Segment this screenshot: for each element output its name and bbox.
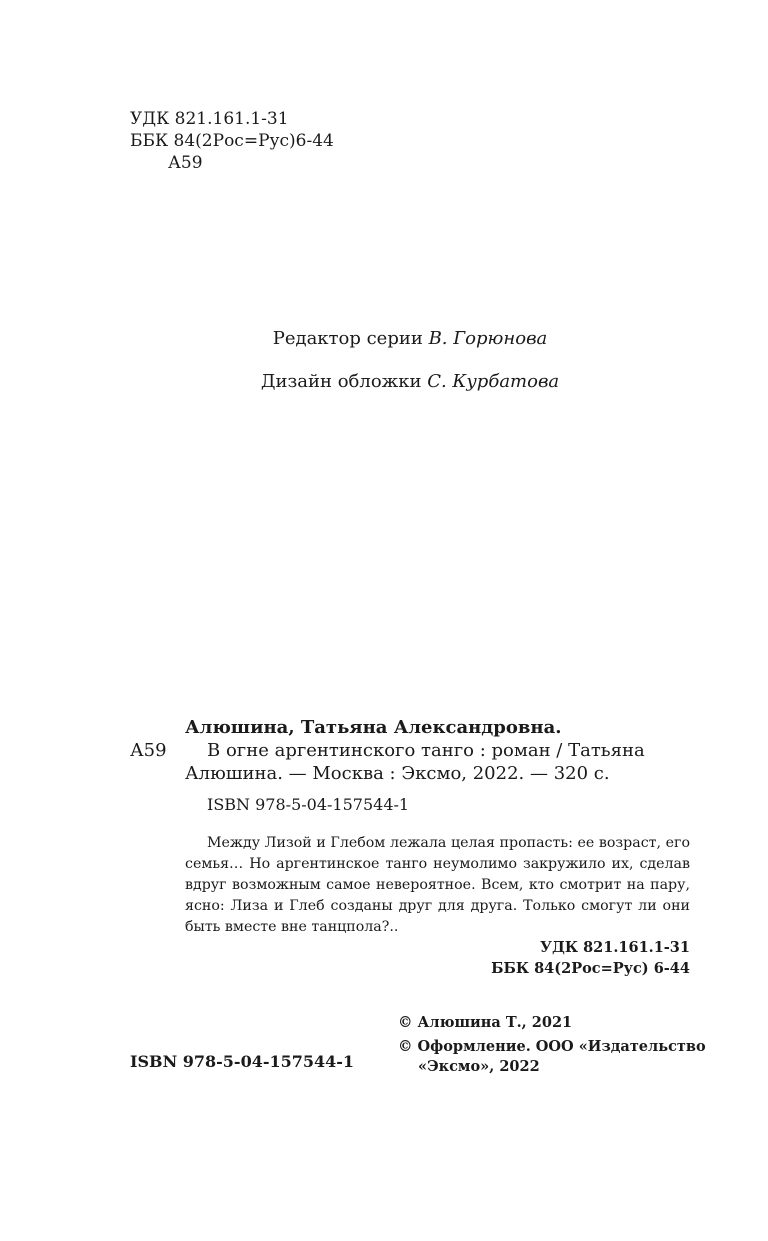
copyright-design-line-2: «Эксмо», 2022	[418, 1058, 540, 1075]
footer-udk-code: УДК 821.161.1-31	[540, 939, 690, 956]
footer-bbk-code: ББК 84(2Рос=Рус) 6-44	[491, 960, 690, 977]
cover-design-name: С. Курбатова	[427, 371, 560, 392]
author-mark: А59	[168, 153, 203, 173]
annotation-line: Между Лизой и Глебом лежала целая пропасть: ее возраст, его	[207, 835, 690, 851]
cover-design-credit	[0, 371, 768, 392]
isbn-bottom: ISBN 978-5-04-157544-1	[130, 1052, 355, 1071]
bbk-code: ББК 84(2Рос=Рус)6-44	[130, 131, 334, 151]
annotation-line: вдруг возможным самое невероятное. Всем, кто смотрит на пару,	[185, 877, 690, 893]
catalog-title-line-1: В огне аргентинского танго : роман / Татьяна	[207, 740, 645, 761]
series-editor-name: В. Горюнова	[428, 328, 548, 349]
catalog-author: Алюшина, Татьяна Александровна.	[185, 717, 562, 738]
series-editor-label: Редактор серии	[272, 328, 423, 349]
annotation	[185, 833, 690, 938]
header-classification-codes	[130, 108, 334, 174]
catalog-entry	[185, 716, 690, 816]
copyright-design-line-1: © Оформление. ООО «Издательство	[398, 1038, 706, 1055]
annotation-line: быть вместе вне танцпола?..	[185, 919, 399, 935]
footer-classification-codes	[491, 937, 690, 979]
series-editor-credit	[0, 328, 768, 349]
annotation-line: ясно: Лиза и Глеб созданы друг для друга. Только смогут ли они	[185, 898, 690, 914]
copyright-author: © Алюшина Т., 2021	[398, 1014, 573, 1031]
catalog-author-mark: А59	[130, 740, 167, 761]
annotation-line: семья… Но аргентинское танго неумолимо закружило их, сделав	[185, 856, 690, 872]
catalog-title-line-2: Алюшина. — Москва : Эксмо, 2022. — 320 с.	[185, 763, 610, 784]
copyright-block	[398, 1013, 706, 1077]
udk-code: УДК 821.161.1-31	[130, 109, 289, 129]
cover-design-label: Дизайн обложки	[260, 371, 422, 392]
catalog-isbn: ISBN 978-5-04-157544-1	[207, 795, 410, 814]
